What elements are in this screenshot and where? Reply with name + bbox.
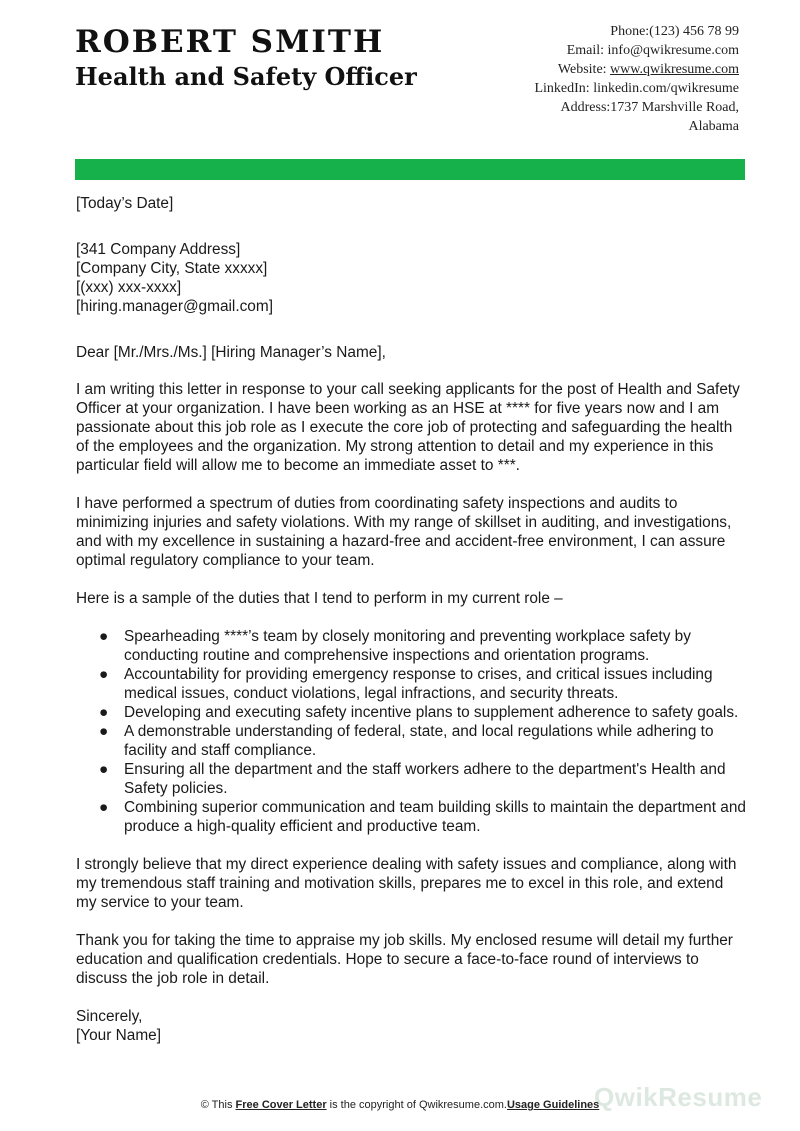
- letter-date: [Today’s Date]: [76, 195, 174, 212]
- duty-text: A demonstrable understanding of federal, state, and local regulations while adhering to facility and staff compliance.: [124, 723, 714, 759]
- duty-text: Spearheading ****’s team by closely monitoring and preventing workplace safety by conducting routine and comprehensive inspections and orientation programs.: [124, 628, 691, 664]
- footer-prefix: © This: [200, 1099, 236, 1111]
- recipient-city: [Company City, State xxxxx]: [76, 260, 268, 277]
- bullet-icon: ●: [99, 704, 109, 721]
- contact-website-link[interactable]: www.qwikresume.com: [610, 62, 739, 77]
- bullet-icon: ●: [99, 799, 109, 816]
- footer-middle: is the copyright of Qwikresume.com.: [326, 1099, 507, 1111]
- list-item: [76, 703, 748, 722]
- list-item: [76, 798, 748, 836]
- contact-phone: Phone:(123) 456 78 99: [610, 24, 739, 39]
- applicant-name: ROBERT SMITH: [75, 24, 385, 60]
- job-title: Health and Safety Officer: [75, 62, 417, 91]
- contact-address-line1: Address:1737 Marshville Road,: [560, 100, 739, 115]
- paragraph-thanks: Thank you for taking the time to appraise my job skills. My enclosed resume will detail my further education and qualification credentials. Hope to secure a face-to-face round of interviews to discuss the job role in detail.: [76, 932, 733, 987]
- recipient-email: [hiring.manager@gmail.com]: [76, 298, 273, 315]
- contact-block: [469, 22, 739, 136]
- list-item: [76, 760, 748, 798]
- recipient-address: [341 Company Address]: [76, 241, 241, 258]
- bullet-icon: ●: [99, 761, 109, 778]
- duties-intro: Here is a sample of the duties that I tend to perform in my current role –: [76, 590, 563, 607]
- closing: Sincerely,: [76, 1008, 143, 1025]
- list-item: [76, 722, 748, 760]
- contact-address-line2: Alabama: [688, 119, 739, 134]
- paragraph-experience: I have performed a spectrum of duties from coordinating safety inspections and audits to minimizing injuries and safety violations. With my range of skillset in auditing, and investigations, and with my excellence in sustaining a hazard-free and accident-free environment, I can assure optimal regulatory compliance to your team.: [76, 495, 732, 569]
- paragraph-belief: I strongly believe that my direct experience dealing with safety issues and compliance, along with my tremendous staff training and motivation skills, prepares me to excel in this role, and extend my service to your team.: [76, 856, 737, 911]
- recipient-phone: [(xxx) xxx-xxxx]: [76, 279, 182, 296]
- duty-text: Accountability for providing emergency response to crises, and critical issues including medical issues, conduct violations, legal infractions, and security threats.: [124, 666, 713, 702]
- signature: [Your Name]: [76, 1027, 161, 1044]
- usage-guidelines-link[interactable]: Usage Guidelines: [506, 1099, 600, 1111]
- contact-website: [469, 60, 739, 79]
- letter-body: [76, 194, 748, 1045]
- bullet-icon: ●: [99, 666, 109, 683]
- duty-text: Combining superior communication and team building skills to maintain the department and produce a high-quality efficient and productive team.: [124, 799, 746, 835]
- salutation: Dear [Mr./Mrs./Ms.] [Hiring Manager’s Name],: [76, 344, 386, 361]
- free-cover-letter-link[interactable]: Free Cover Letter: [235, 1099, 327, 1111]
- duties-list: [76, 627, 748, 836]
- duty-text: Ensuring all the department and the staff workers adhere to the department's Health and Safety policies.: [124, 761, 726, 797]
- accent-divider-bar: [75, 159, 745, 180]
- contact-email: Email: info@qwikresume.com: [566, 43, 739, 58]
- qwikresume-watermark-logo: QwikResume: [594, 1082, 763, 1112]
- list-item: [76, 627, 748, 665]
- paragraph-intro: I am writing this letter in response to your call seeking applicants for the post of Health and Safety Officer at your organization. I have been working as an HSE at **** for five years now and I am passionate about this job role as I execute the core job of protecting and safeguarding the health of the employees and the organization. My strong attention to detail and my experience in this particular field will allow me to become an immediate asset to ***.: [76, 381, 740, 474]
- bullet-icon: ●: [99, 723, 109, 740]
- bullet-icon: ●: [99, 628, 109, 645]
- list-item: [76, 665, 748, 703]
- contact-website-label: Website:: [557, 62, 611, 77]
- contact-linkedin: LinkedIn: linkedin.com/qwikresume: [534, 81, 739, 96]
- duty-text: Developing and executing safety incentive plans to supplement adherence to safety goals.: [124, 704, 739, 721]
- copyright-footer: [0, 1098, 800, 1112]
